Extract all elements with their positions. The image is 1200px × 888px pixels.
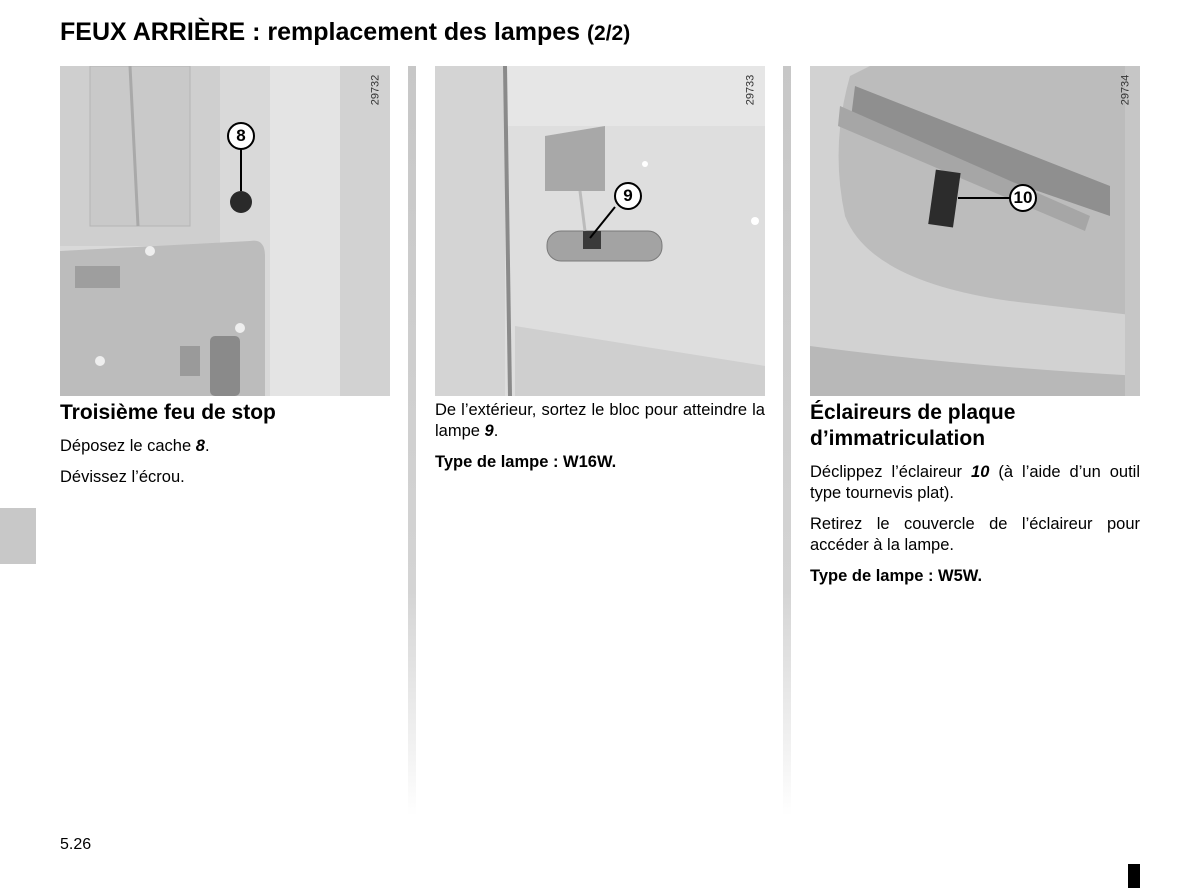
instruction-text-part: . (493, 422, 499, 440)
instruction-text (810, 462, 1140, 504)
callout-label: 9 (623, 186, 633, 205)
instruction-text-part: Déposez le cache (60, 437, 196, 455)
section-heading: Troisième feu de stop (60, 401, 276, 424)
callout-label: 8 (236, 126, 246, 145)
lamp-type: Type de lampe : W16W. (435, 453, 617, 471)
item-reference: 8 (195, 437, 205, 455)
instruction-text: Dévissez l’écrou. (60, 468, 185, 486)
photo-reversing-light (435, 66, 765, 396)
photo-reference-code: 29733 (744, 74, 757, 106)
lamp-type: Type de lampe : W5W. (810, 567, 983, 585)
corner-mark (1128, 864, 1140, 888)
section-reversing-light (435, 400, 765, 483)
column-divider-2 (783, 66, 791, 816)
chapter-tab (0, 508, 36, 564)
photo-licence-plate-light (810, 66, 1140, 396)
page-number: 5.26 (60, 836, 92, 853)
page-title-part: (2/2) (587, 22, 631, 45)
section-heading: Éclaireurs de plaque d’immatriculation (810, 401, 1016, 450)
page-title (60, 18, 630, 47)
instruction-text (435, 400, 765, 442)
instruction-text (60, 436, 390, 457)
item-reference: 9 (484, 422, 494, 440)
callout-label: 10 (1013, 188, 1033, 207)
photo-third-brake-light (60, 66, 390, 396)
section-third-brake-light (60, 400, 390, 498)
instruction-text-part: . (204, 437, 210, 455)
item-reference: 10 (971, 463, 990, 481)
instruction-text: Retirez le couvercle de l’éclaireur pour accéder à la lampe. (810, 515, 1140, 554)
instruction-text-part: Déclippez l’éclaireur (810, 463, 972, 481)
photo-reference-code: 29732 (369, 74, 382, 106)
column-divider-1 (408, 66, 416, 816)
instruction-text-part: (à l’aide d’un outil type tournevis plat). (810, 463, 1141, 502)
photo-reference-code: 29734 (1119, 74, 1132, 106)
page-title-text: FEUX ARRIÈRE : remplacement des lampes (60, 18, 581, 46)
instruction-text-part: De l’extérieur, sortez le bloc pour atteindre la lampe (435, 401, 765, 440)
section-licence-plate-light (810, 400, 1140, 597)
